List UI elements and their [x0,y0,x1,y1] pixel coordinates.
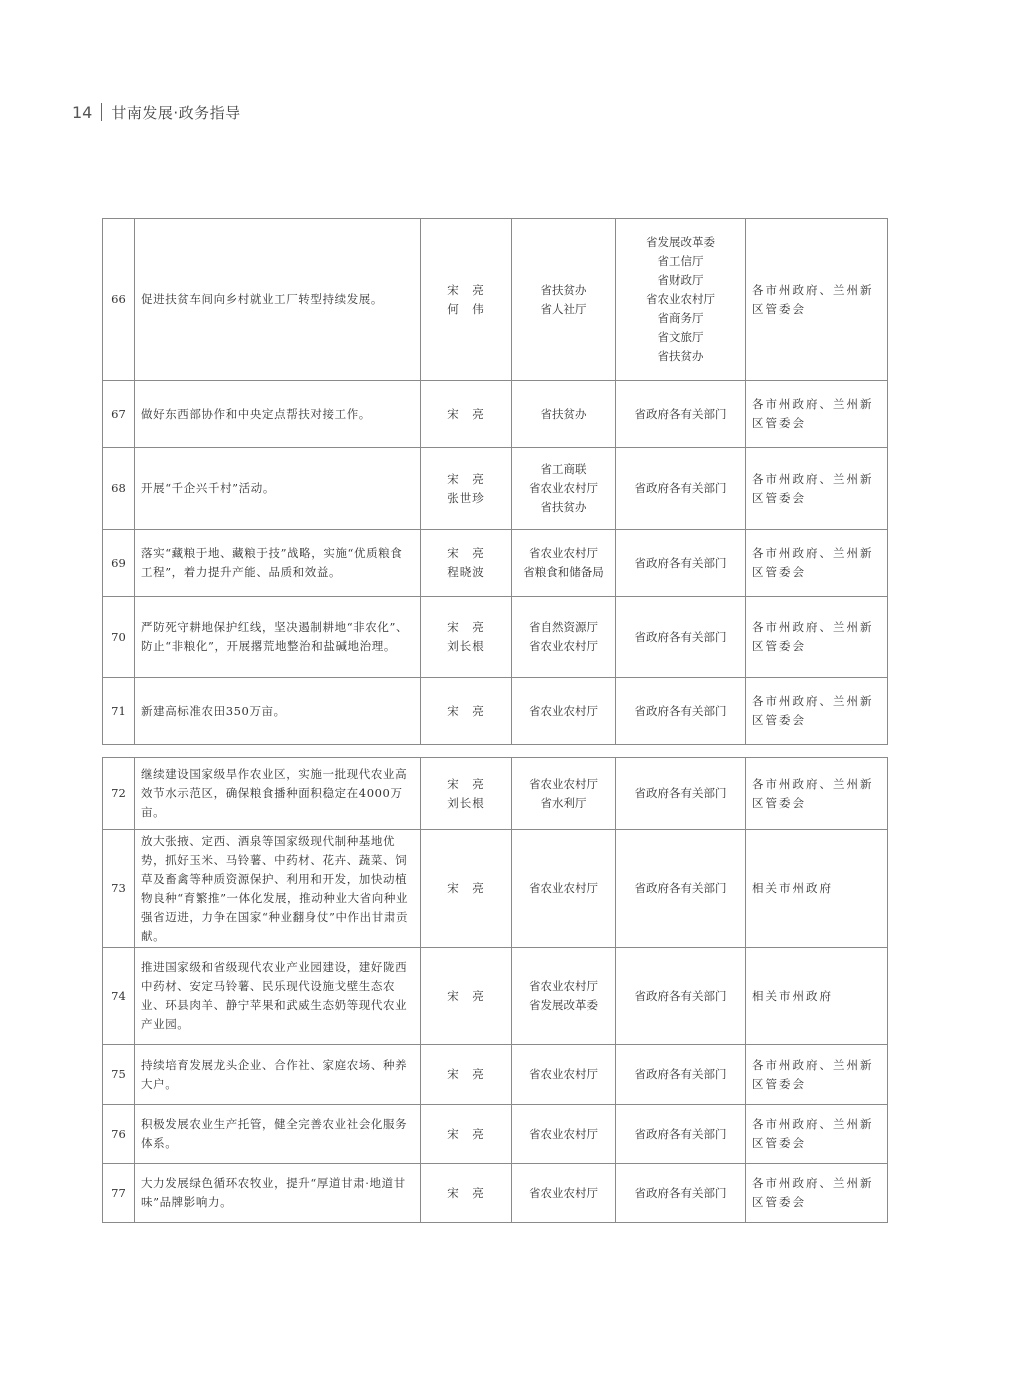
task-description [135,1164,421,1223]
lead-unit-name: 省发展改革委 [529,998,598,1012]
responsible-leaders [421,219,512,381]
responsible-text: 各市州政府、兰州新区管委会 [752,694,874,727]
row-number: 67 [103,381,135,448]
header-divider [101,103,102,121]
responsible-leaders [421,381,512,448]
coop-unit-name: 省商务厅 [657,311,704,325]
responsible-text: 相关市州政府 [752,881,833,895]
lead-unit-name: 省农业农村厅 [529,1126,598,1141]
lead-units [512,1105,616,1164]
responsible-governments [746,678,888,745]
lead-unit-name: 省扶贫办 [540,282,587,297]
publication-title: 甘南发展·政务指导 [111,103,241,122]
task-description [135,597,421,678]
lead-unit-name: 省农业农村厅 [529,481,598,495]
lead-unit-name: 省农业农村厅 [529,546,598,560]
responsible-leaders [421,597,512,678]
cooperating-units [616,381,746,448]
cooperating-units [616,1105,746,1164]
leader-name: 宋 亮 [447,620,485,634]
coop-unit-name: 省文旅厅 [657,330,704,344]
responsible-text: 各市州政府、兰州新区管委会 [752,1176,874,1209]
row-number: 70 [103,597,135,678]
task-text: 新建高标准农田350万亩。 [141,703,286,718]
responsible-governments [746,1045,888,1105]
task-description [135,381,421,448]
lead-units [512,948,616,1045]
coop-unit-name: 省政府各有关部门 [634,786,727,800]
responsible-text: 各市州政府、兰州新区管委会 [752,471,874,505]
coop-unit-name: 省工信厅 [657,254,704,268]
responsible-leaders [421,678,512,745]
lead-units [512,1164,616,1223]
task-text: 大力发展绿色循环农牧业，提升“厚道甘肃·地道甘味”品牌影响力。 [141,1176,406,1209]
coop-unit-name: 省扶贫办 [657,349,704,363]
leader-name: 宋 亮 [447,776,485,791]
row-number: 69 [103,530,135,597]
responsible-leaders [421,448,512,530]
responsible-governments [746,219,888,381]
task-text: 持续培育发展龙头企业、合作社、家庭农场、种养大户。 [141,1057,408,1091]
leader-name: 宋 亮 [447,546,485,560]
task-description [135,448,421,530]
page-number: 14 [72,102,93,122]
responsible-leaders [421,1164,512,1223]
lead-units [512,678,616,745]
lead-unit-name: 省自然资源厅 [529,620,598,634]
table-row [103,597,888,678]
responsible-governments [746,381,888,448]
responsible-text: 各市州政府、兰州新区管委会 [752,1057,874,1091]
coop-unit-name: 省政府各有关部门 [634,703,727,718]
cooperating-units [616,948,746,1045]
task-description [135,948,421,1045]
lead-unit-name: 省农业农村厅 [529,881,598,895]
coop-unit-name: 省发展改革委 [646,235,715,249]
responsible-text: 各市州政府、兰州新区管委会 [752,1117,874,1150]
row-number: 71 [103,678,135,745]
cooperating-units [616,830,746,948]
task-table-2 [102,757,888,1223]
task-description [135,1045,421,1105]
responsible-governments [746,1105,888,1164]
task-text: 放大张掖、定西、酒泉等国家级现代制种基地优势，抓好玉米、马铃薯、中药材、花卉、蔬菜、饲草及畜禽等种质资源保护、利用和开发，加快动植物良种“育繁推”一体化发展，推动种业大省向种业强省迈进，力争在国家“种业翻身仗”中作出甘肃贡献。 [141,833,409,943]
responsible-leaders [421,1105,512,1164]
lead-unit-name: 省农业农村厅 [529,979,598,993]
lead-unit-name: 省农业农村厅 [529,1067,598,1081]
responsible-leaders [421,948,512,1045]
cooperating-units [616,448,746,530]
responsible-text: 各市州政府、兰州新区管委会 [752,397,874,430]
responsible-text: 各市州政府、兰州新区管委会 [752,776,874,810]
task-description [135,678,421,745]
task-text: 开展“千企兴千村”活动。 [141,481,275,495]
responsible-governments [746,530,888,597]
table-row [103,530,888,597]
lead-unit-name: 省工商联 [540,462,587,476]
table-row [103,219,888,381]
coop-unit-name: 省政府各有关部门 [634,1067,727,1081]
table-row [103,1045,888,1105]
leader-name: 宋 亮 [447,988,485,1003]
task-text: 推进国家级和省级现代农业产业园建设，建好陇西中药材、安定马铃薯、民乐现代设施戈壁生态农业、环县肉羊、静宁苹果和武威生态奶等现代农业产业园。 [141,960,408,1031]
lead-unit-name: 省人社厅 [540,301,587,316]
task-text: 继续建设国家级旱作农业区，实施一批现代农业高效节水示范区，确保粮食播种面积稳定在4000万亩。 [141,767,408,819]
lead-unit-name: 省扶贫办 [540,406,587,421]
coop-unit-name: 省政府各有关部门 [634,881,727,895]
responsible-text: 各市州政府、兰州新区管委会 [752,620,874,653]
table-row [103,678,888,745]
responsible-text: 相关市州政府 [752,988,833,1003]
responsible-leaders [421,830,512,948]
leader-name: 宋 亮 [447,471,485,486]
coop-unit-name: 省政府各有关部门 [634,629,727,644]
lead-unit-name: 省农业农村厅 [529,1185,598,1200]
coop-unit-name: 省政府各有关部门 [634,406,727,421]
responsible-text: 各市州政府、兰州新区管委会 [752,546,874,579]
coop-unit-name: 省政府各有关部门 [634,555,727,570]
leader-name: 何 伟 [447,301,485,316]
row-number: 72 [103,758,135,830]
task-table-1 [102,218,888,745]
cooperating-units [616,1164,746,1223]
table-row [103,1164,888,1223]
coop-unit-name: 省政府各有关部门 [634,988,727,1003]
lead-units [512,448,616,530]
table-row [103,1105,888,1164]
row-number: 76 [103,1105,135,1164]
leader-name: 宋 亮 [447,406,485,421]
cooperating-units [616,219,746,381]
task-text: 严防死守耕地保护红线，坚决遏制耕地“非农化”、防止“非粮化”，开展撂荒地整治和盐碱地治理。 [141,620,409,653]
leader-name: 张世珍 [447,490,485,505]
lead-unit-name: 省农业农村厅 [529,776,598,791]
cooperating-units [616,597,746,678]
lead-units [512,381,616,448]
lead-units [512,758,616,830]
lead-units [512,597,616,678]
lead-unit-name: 省农业农村厅 [529,703,598,718]
task-description [135,758,421,830]
responsible-governments [746,830,888,948]
responsible-leaders [421,758,512,830]
leader-name: 程晓波 [447,565,485,579]
coop-unit-name: 省政府各有关部门 [634,1126,727,1141]
task-description [135,530,421,597]
lead-unit-name: 省扶贫办 [540,500,587,514]
responsible-leaders [421,530,512,597]
responsible-governments [746,758,888,830]
lead-units [512,1045,616,1105]
row-number: 75 [103,1045,135,1105]
table-row [103,830,888,948]
leader-name: 刘长根 [447,639,485,653]
task-text: 做好东西部协作和中央定点帮扶对接工作。 [141,406,371,421]
lead-unit-name: 省水利厅 [540,795,587,810]
leader-name: 宋 亮 [447,1126,485,1141]
task-description [135,219,421,381]
row-number: 74 [103,948,135,1045]
leader-name: 宋 亮 [447,703,485,718]
task-text: 促进扶贫车间向乡村就业工厂转型持续发展。 [141,292,383,306]
table-row [103,758,888,830]
lead-units [512,830,616,948]
lead-unit-name: 省农业农村厅 [529,639,598,653]
responsible-governments [746,448,888,530]
lead-units [512,530,616,597]
cooperating-units [616,530,746,597]
lead-units [512,219,616,381]
task-text: 落实“藏粮于地、藏粮于技”战略，实施“优质粮食工程”，着力提升产能、品质和效益。 [141,546,403,579]
row-number: 66 [103,219,135,381]
leader-name: 宋 亮 [447,282,485,297]
table-row [103,381,888,448]
leader-name: 宋 亮 [447,1067,485,1081]
leader-name: 宋 亮 [447,881,485,895]
page-header [72,100,241,124]
responsible-leaders [421,1045,512,1105]
responsible-governments [746,597,888,678]
cooperating-units [616,678,746,745]
table-row [103,948,888,1045]
coop-unit-name: 省财政厅 [657,273,704,287]
coop-unit-name: 省政府各有关部门 [634,481,727,495]
cooperating-units [616,758,746,830]
task-text: 积极发展农业生产托管，健全完善农业社会化服务体系。 [141,1117,408,1150]
cooperating-units [616,1045,746,1105]
leader-name: 刘长根 [447,795,485,810]
task-description [135,830,421,948]
coop-unit-name: 省农业农村厅 [646,292,715,306]
responsible-text: 各市州政府、兰州新区管委会 [752,282,874,316]
task-description [135,1105,421,1164]
lead-unit-name: 省粮食和储备局 [523,565,604,579]
coop-unit-name: 省政府各有关部门 [634,1185,727,1200]
row-number: 68 [103,448,135,530]
row-number: 73 [103,830,135,948]
leader-name: 宋 亮 [447,1185,485,1200]
row-number: 77 [103,1164,135,1223]
table-row [103,448,888,530]
responsible-governments [746,1164,888,1223]
responsible-governments [746,948,888,1045]
